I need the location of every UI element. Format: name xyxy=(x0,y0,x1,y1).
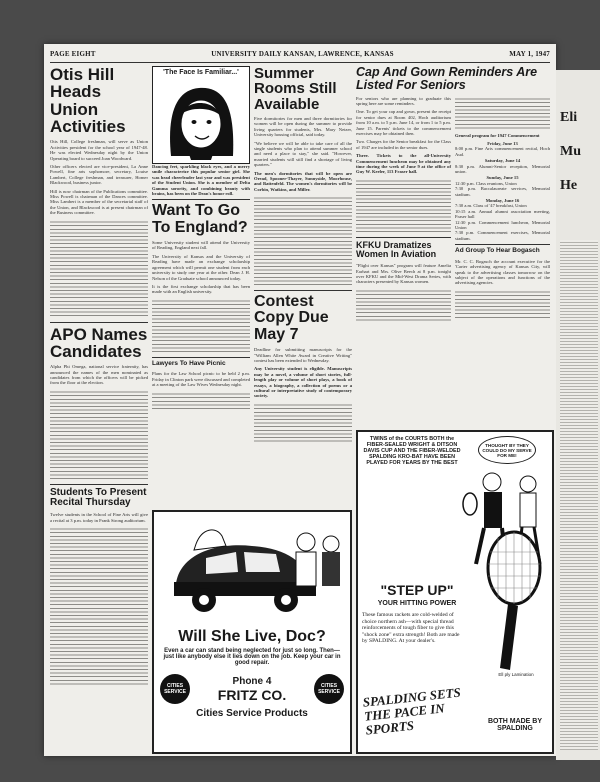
headline-lawyers: Lawyers To Have Picnic xyxy=(152,359,226,367)
article-text-continued xyxy=(50,219,148,319)
column-3 xyxy=(254,66,352,506)
cartoon-caption: Dancing feet, sparkling black eyes, and a merry smile characterize this popular senior girl. She was head cheerleader last year and was president of the Student Union. She is a member of Delta Gamma sorority, and combining beauty with brains, has been on the Dean's honor roll. xyxy=(152,164,250,197)
schedule-item: 7:30 p.m. Commencement exercises, Memorial stadium. xyxy=(455,230,550,241)
racket-label: Ell ply Lamination xyxy=(498,672,534,677)
spalding-slogan: SPALDING SETS THE PACE IN SPORTS xyxy=(362,684,462,738)
both-made-by: BOTH MADE BY SPALDING xyxy=(487,718,543,732)
paper-name: UNIVERSITY DAILY KANSAN, LAWRENCE, KANSAS xyxy=(211,50,394,58)
article-text: Any University student is eligible. Manuscripts may be a novel, a volume of short stories, full-length play or volume of short plays, a book of essays, a biography, a collection of poems or a cultural or interpretative study of contemporary society. xyxy=(254,366,352,399)
ad-company: FRITZ CO. xyxy=(217,686,287,703)
adjacent-page-edge xyxy=(556,70,600,760)
headline-otis-hill: Otis Hill Heads Union Activities xyxy=(50,66,126,136)
article-text: One. To get your cap and gown, present the receipt for senior dues at Room 402, Hoch auditorium from 10 a.m. to 5 p.m. June 14, or from 1 to 5 p.m. June 15. Parents' tickets to the commencement exercises may be obtained then. xyxy=(356,109,451,136)
article-text-continued xyxy=(50,389,148,481)
divider xyxy=(50,484,148,485)
step-up-subheading: YOUR HITTING POWER xyxy=(377,600,457,607)
cities-service-ad xyxy=(152,510,352,754)
article-text: Twelve students in the School of Fine Arts will give a recital at 3 p.m. today in Frank Strong auditorium. xyxy=(50,512,148,523)
article-text-continued xyxy=(152,391,250,411)
tennis-racket-icon xyxy=(470,528,550,678)
ad-body: Even a car can stand being neglected for just so long. Then—just like anybody else it lies down on the job. Keep your car in good repair. xyxy=(163,648,341,666)
article-text: The University of Kansas and the University of Reading have made an exchange scholarship agreement which will permit one student from each university to study one year at the other. Dean J. H. Nelson of the Graduate school announced today. xyxy=(152,253,250,281)
spalding-body: These famous rackets are cold-welded of choice northern ash—with special thread reinforcements of tough fiber to give this "shock zone" extra strength! Both are made by SPALDING. At your dealer's. xyxy=(362,612,460,645)
schedule-item: 10:15 a.m. Annual alumni association meeting, Fraser hall xyxy=(455,208,550,220)
article-text: "Flight over Kansas" program will feature Amelia Earhart and Mrs. Olive Beech at 8 p.m. tonight over KFKU and the Mid-West Drama Series, with characters presented by Kansas women. xyxy=(356,263,451,285)
schedule-day: Sunday, June 15 xyxy=(486,175,519,181)
adjacent-headline-fragment: Eli xyxy=(560,110,578,125)
newspaper-page xyxy=(44,44,556,756)
step-up-heading: "STEP UP" xyxy=(380,582,454,598)
article-text: Three. Tickets to the all-University Commencement luncheon may be obtained any time during the week of June 9 at the office of Guy W. Keeler, 113 Fraser hall. xyxy=(356,153,451,175)
page-header xyxy=(50,50,550,63)
adjacent-headline-fragment: Mu xyxy=(560,144,581,159)
schedule-item: 8:30 p.m. Alumni-Senior reception, Memorial union. xyxy=(455,163,550,174)
article-text: For seniors who are planning to graduate this spring here are some reminders. xyxy=(356,95,451,106)
schedule-item: 8:00 p.m. Fine Arts commencement recital, Hoch Aud. xyxy=(455,146,550,157)
schedule-day: Friday, June 13 xyxy=(487,140,518,146)
article-text-continued xyxy=(455,96,550,130)
article-text: Deadline for submitting manuscripts for the "William Allen White Award in Creative Writing" contest has been extended to Wednesday. xyxy=(254,347,352,363)
schedule-day: Monday, June 16 xyxy=(485,197,520,203)
article-text-continued xyxy=(152,298,250,354)
ad-products: Cities Service Products xyxy=(196,708,308,719)
article-text: It is the first exchange scholarship that has been made with an English university. xyxy=(152,283,250,295)
car-doctor-illustration-icon xyxy=(156,514,348,626)
article-text: Otis Hill, College freshman, will serve as Union Activities president for the school year of 1947-48. He was elected Wednesday night by the Union Operating board to succeed Joan Woodward. xyxy=(50,139,148,161)
article-text: Hill is now chairman of the Publications committee. Miss Powell is chairman of the Dances committee. Miss Lambert is a member of the secretarial staff of the Union, and Blackwood is at present chairman of the Business committee. xyxy=(50,188,148,216)
headline-contest-copy: Contest Copy Due May 7 xyxy=(254,293,329,343)
article-text-continued xyxy=(254,402,352,442)
cartoon-title: 'The Face Is Familiar...' xyxy=(163,69,239,76)
article-text: Mr. C. C. Bogasch the account executive for the 'Carter advertising agency of Kansas City, will speak to the advertising classes tomorrow on the subject of the operations and functions of the advertising agencies. xyxy=(455,258,550,286)
article-text: Alpha Phi Omega, national service fraternity, has announced the names of the men nominated as candidates from which the officers will be picked from the floor at the election. xyxy=(50,364,148,386)
divider xyxy=(50,322,148,323)
article-text: Plans for the Law School picnic to be held 2 p.m. Friday in Clinton park were discussed and completed at a meeting of the Law Wives Wednesday night. xyxy=(152,371,250,388)
schedule-day: Saturday, June 14 xyxy=(484,158,521,164)
article-text-continued xyxy=(356,178,451,234)
headline-ad-group: Ad Group To Hear Bogasch xyxy=(455,247,540,255)
article-text: "We believe we will be able to take care of all the single students who plan to attend summer school and need a place to stay," she said. "However, married students will still find a shortage of living quarters." xyxy=(254,140,352,168)
girl-portrait-icon xyxy=(153,76,249,160)
cities-service-badge-left: CITIES SERVICE xyxy=(160,674,190,704)
divider xyxy=(455,244,550,245)
schedule-item: 12:30 p.m. Commencement luncheon, Memorial Union xyxy=(455,219,550,230)
article-text-continued xyxy=(455,289,550,319)
cities-service-badge-right: CITIES SERVICE xyxy=(314,674,344,704)
article-text: Two. Charges for the Senior breakfast for the Class of 1947 are included in the senior dues. xyxy=(356,139,451,150)
headline-cap-gown: Cap And Gown Reminders Are Listed For Seniors xyxy=(356,66,538,92)
headline-england: Want To Go To England? xyxy=(152,202,248,236)
adjacent-headline-fragment: He xyxy=(560,178,578,193)
column-1 xyxy=(50,66,148,752)
schedule-item: 12:30 p.m. Class reunions, Union xyxy=(455,180,517,186)
article-text-continued xyxy=(356,288,451,322)
divider xyxy=(254,290,352,291)
commencement-schedule xyxy=(455,141,550,241)
article-text: Five dormitories for men and three dormitories for women will be open during the summer to provide living quarters for students, Mrs. Mary Netzer, University housing official, said today. xyxy=(254,115,352,138)
divider xyxy=(152,357,250,358)
article-text: The men's dormitories that will be open are Oread, Spooner-Thayer, Sunnyside, Moorhouse, and Battenfeld. The women's dormitories will be Corbin, Watkins, and Miller. xyxy=(254,170,352,192)
page-number: PAGE EIGHT xyxy=(50,50,96,58)
article-text-continued xyxy=(254,195,352,287)
adjacent-text-lines xyxy=(560,240,598,750)
article-text-continued xyxy=(50,526,148,686)
issue-date: MAY 1, 1947 xyxy=(509,50,550,58)
speech-bubble: THOUGHT BY THEY COULD DO MY SERVE FOR ME! xyxy=(478,436,536,464)
headline-apo: APO Names Candidates xyxy=(50,324,148,361)
column-2 xyxy=(152,66,250,506)
schedule-title: General program for 1947 Commencement xyxy=(455,132,540,138)
article-text: Other officers elected are vice-president, La Anne Powell, fine arts sophomore, secretary, Louise Lambert, College freshman, and treasurer, Homer Blackwood, business junior. xyxy=(50,163,148,186)
headline-recital: Students To Present Recital Thursday xyxy=(50,486,147,509)
headline-kfku: KFKU Dramatizes Women In Aviation xyxy=(356,239,437,259)
headline-summer-rooms: Summer Rooms Still Available xyxy=(254,66,337,113)
ad-headline: Will She Live, Doc? xyxy=(178,628,326,645)
divider xyxy=(152,199,250,200)
divider xyxy=(356,237,451,238)
schedule-item: 7:30 p.m. Baccalaureate services, Memorial stadium. xyxy=(455,186,550,197)
schedule-item: 7:30 a.m. Class of '47 breakfast, Union xyxy=(455,203,527,209)
spalding-top-text: TWINS of the COURTS BOTH the FIBER-SEALED WRIGHT & DITSON DAVIS CUP AND THE FIBER-WELDED SPALDING KRO-BAT HAVE BEEN PLAYED FOR YEARS BY THE BEST xyxy=(363,436,461,466)
column-4 xyxy=(356,66,550,426)
ad-phone: Phone 4 xyxy=(232,675,272,687)
spalding-ad xyxy=(356,430,554,754)
face-familiar-cartoon xyxy=(152,66,250,164)
article-text: Some University student will attend the University of Reading, England next fall. xyxy=(152,240,250,251)
